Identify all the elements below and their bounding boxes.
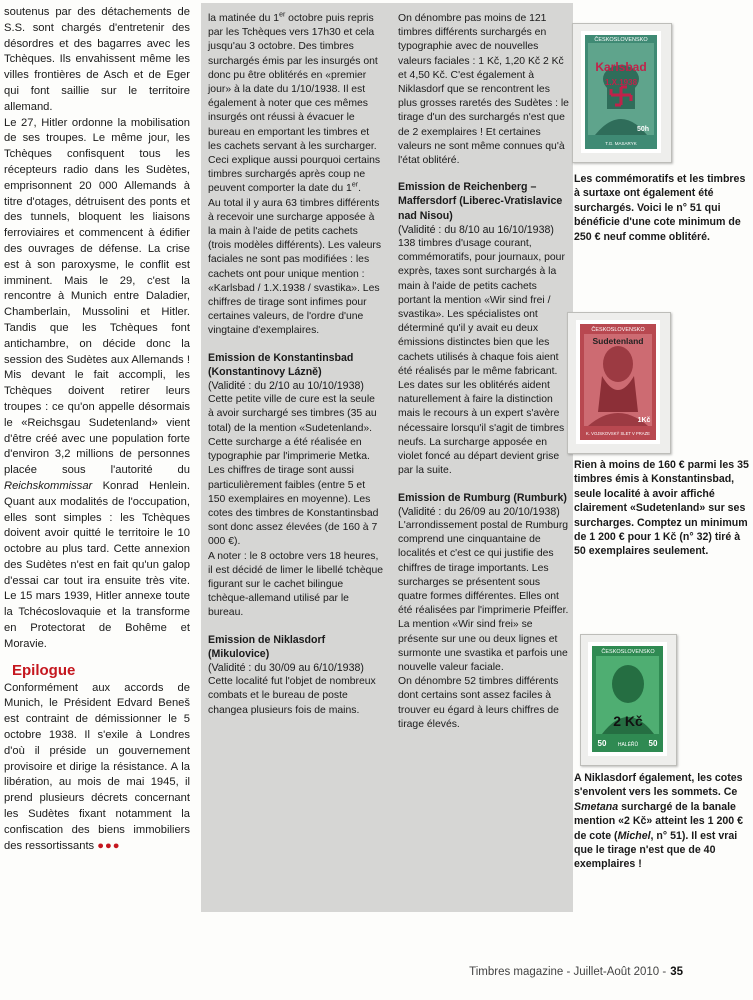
stamp-konstantinsbad [576,320,660,444]
footer-magazine: Timbres magazine - Juillet-Août 2010 - [469,966,667,978]
page-number: 35 [670,966,683,978]
stamp-niklasdorf-image [588,642,667,756]
stamp-caption-text: Les commémoratifs et les timbres à surtaxe ont également été surchargés. Voici le n° 51 qui bénéficie d'une cote minimum de 250 € neuf comme oblitéré. [574,173,746,243]
stamp-karlsbad [581,31,661,153]
validity: (Validité : du 8/10 au 16/10/1938) [398,223,554,236]
text-run: , n° 51). Il est vrai que le tirage n'est que de 40 exemplaires ! [574,829,738,871]
section-title: Emission de Niklasdorf (Mikulovice) [208,633,326,660]
text-italic: Reichskommissar [4,479,93,492]
text-run: Konrad Henlein. Quant aux modalités de l'occupation, elles sont simples : les Tchèques doivent avoir quitté le territoire le 10 octobre au plus tard. Cette annexion des Sudètes n'est en fait qu'un galop d'essai car tout ira ensuite très vite. Le 15 mars 1939, Hitler annexe toute la Tchécoslovaquie et la transforme en Protectorat de Bohême et Moravie. [4,479,190,650]
article-column-1 [4,5,190,854]
stamp-overprint: Sudetenland [592,336,644,346]
stamp-value: 1Kč [637,417,651,424]
section-niklasdorf [208,633,383,676]
text-run: Le 27, Hitler ordonne la mobilisation de ses troupes. Le même jour, les Tchèques confisquent tous les récepteurs radio dans les Sudètes, emprisonnent 20 000 Allemands à titre d'otages, détruisent des ponts et des tunnels, bloquent les liaisons ferroviaires et commencent à édifier des ouvrages de défense. La crise est à son paroxysme, le conflit est imminent. Mais le 29, c'est la rencontre à Munich entre Daladier, Chamberlain, Mussolini et Hitler. Tandis que les Tchèques font antichambre, on décide donc la session des Sudètes aux Allemands ! Mis devant le fait accompli, les Tchèques doivent retirer leurs troupes : ce qu'on appelle désormais le «Reichsgau Sudetenland» vient d'être créé avec une population forte d'environ 3,2 millions de personnes placée sous l'autorité du [4,116,190,477]
stamp-country: ČESKOSLOVENSKO [591,327,645,333]
stamp-caption: T.G. MASARYK [605,141,637,146]
stamp-niklasdorf [588,642,667,756]
text-run: A Niklasdorf également, les cotes s'envolent vers les sommets. Ce [574,772,743,799]
paragraph: Les chiffres de tirage sont aussi particulièrement faibles (entre 5 et 150 exemplaires en moyenne). Les cotes des timbres de Konstantinsbad sont donc assez élevées (de 160 à 7 000 €). [208,465,379,548]
validity: (Validité : du 2/10 au 10/10/1938) [208,380,364,393]
article-column-2 [208,12,383,718]
section-reichenberg [398,180,570,237]
section-title: Emission de Reichenberg – Maffersdorf (Liberec-Vratislavice nad Nisou) [398,181,563,222]
text-run: octobre puis repris par les Tchèques vers 17h30 et cela jusqu'au 3 octobre. Des timbres surchargés émis par les insurgés ont donc pu être oblitérés en «premier jour» à la date du 1/10/1938. Il est également à noter que ces mêmes insurgés ont réussi à évacuer le bureau en emportant les timbres et les cachets servant à les surcharger. Ceci explique aussi pourquoi certains timbres surchargés après coup ne peuvent comporter la date du 1 [208,13,381,195]
superscript: er [351,181,359,189]
paragraph: On dénombre pas moins de 121 timbres différents surchargés en typographie avec de nouvelles valeurs faciales : 1 Kč, 1,20 Kč 2 Kč et 4,50 Kč. C'est également à Niklasdorf que se rencontrent les plus grosses raretés des Sudètes : le tirage d'un des surchargés n'est que de 2 exemplaires ! Et certaines valeurs ne sont même connues qu'à l'état oblitéré. [398,13,569,167]
section-rumburg [398,491,570,519]
paragraph: 138 timbres d'usage courant, commémoratifs, pour journaux, pour exprès, taxes sont surchargés à la main à l'aide de petits cachets portant la mention «Wir sind frei / svastika». Les spécialistes ont déterminé qu'il y avait eu deux émissions distinctes bien que les cachets utilisés à chaque fois aient été réalisés par le même fabricant. Les dates sur les oblitérés aident naturellement à faire la distinction mais le recours à un expert s'avère nécessaire lorsqu'il s'agit de timbres neufs. La surcharge apposée en violet foncé au départ devient grise par la suite. [398,238,565,477]
paragraph: Cette petite ville de cure est la seule à avoir surchargé ses timbres (35 au total) de la mention «Sudetenland». Cette surcharge a été réalisée en typographie par l'imprimerie Metka. [208,394,377,463]
paragraph: A noter : le 8 octobre vers 18 heures, il est décidé de limer le libellé tchèque figurant sur le cachet bilingue tchèque-allemand utilisé par le bureau. [208,550,384,619]
stamp-overprint-date: 1.X.1938 [604,78,638,87]
paragraph: L'arrondissement postal de Rumburg comprend une cinquantaine de localités et c'est ce qui justifie des chiffres de tirage importants. Les surcharges se présentent sous quatre formes différentes. Elles ont été réalisées par l'imprimerie Pfeiffer. [398,519,569,617]
stamp-konstantinsbad-image [576,320,660,444]
stamp-country: ČESKOSLOVENSKO [594,37,648,43]
paragraph: On dénombre 52 timbres différents dont certains sont assez faciles à trouver eu égard à leurs chiffres de tirage élevés. [398,676,559,730]
paragraph [4,116,190,653]
section-heading-epilogue: Epilogue [12,661,76,679]
stamp-overprint: Karlsbad [595,60,647,74]
stamp-caption-text [574,771,750,872]
caption-2-wrap [574,458,750,559]
validity: (Validité : du 26/09 au 20/10/1938) [398,505,560,518]
stamp-value: 50h [636,126,650,133]
stamp-currency: HALÉŘŮ [617,742,639,748]
text-run: la matinée du 1 [208,13,280,24]
validity: (Validité : du 30/09 au 6/10/1938) [208,661,364,674]
text-run: . [358,183,361,195]
paragraph: soutenus par des détachements de S.S. sont chargés d'entretenir des désordres et des bagarres avec les Tchèques. Ils envahissent même les villes frontières de Asch et de Eger qui font saillie sur le territoire allemand. [4,6,190,113]
stamp-karlsbad-image [581,31,661,153]
text-italic: Smetana [574,800,619,813]
paragraph: Au total il y aura 63 timbres différents à recevoir une surcharge apposée à la main à l'aide de petits cachets (trois modèles différents). Les valeurs faciales ne sont pas modifiées : les cachets ont pour unique mention : «Karlsbad / 1.X.1938 / svastika». Les chiffres de tirage sont infimes pour certaines valeurs, de l'ordre d'une vingtaine d'exemplaires. [208,197,382,337]
section-title: Emission de Konstantinsbad (Konstantinovy Lázně) [208,351,354,378]
page-footer [469,966,683,978]
stamp-caption-text: Rien à moins de 160 € parmi les 35 timbres émis à Konstantinsbad, seule localité à avoir affiché clairement «Sudetenland» sur ses surcharges. Comptez un minimum de 1 200 € pour 1 Kč (n° 32) tiré à 50 exemplaires seulement. [574,459,749,558]
text-run: Conformément aux accords de Munich, le Président Edvard Beneš est contraint de démissionner le 5 octobre 1938. Il s'exile à Londres d'où il préside un gouvernement provisoire et dirige la résistance. A la libération, au mois de mai 1945, il prend plusieurs décrets concernant les Sudètes fixant notamment la confiscation des biens immobiliers des ressortissants [4,681,190,852]
stamp-value-left: 50 [597,739,607,748]
section-title: Emission de Rumburg (Rumburk) [398,491,567,504]
stamp-value-right: 50 [648,739,658,748]
stamp-caption: K. VOJSKOVSKÝ SLET V PRAZE [586,431,650,436]
paragraph: La mention «Wir sind frei» se présente sur une ou deux lignes et surmonte une svastika et parfois une nouvelle valeur faciale. [398,619,568,673]
stamp-overprint: 2 Kč [613,713,643,729]
article-column-3 [398,12,570,732]
caption-3-wrap [574,771,750,872]
text-run: surchargé de la banale mention «2 Kč» atteint les 1 200 € de cote ( [574,800,743,842]
stamp-country: ČESKOSLOVENSKO [601,649,655,655]
paragraph [4,681,190,855]
text-italic: Michel [617,829,651,842]
end-dots: ●●● [97,839,121,852]
section-konstantinsbad [208,351,383,394]
paragraph: Cette localité fut l'objet de nombreux combats et le bureau de poste changea plusieurs fois de mains. [208,676,376,716]
superscript: er [279,11,286,19]
caption-1-wrap [574,172,750,244]
paragraph [208,12,383,197]
